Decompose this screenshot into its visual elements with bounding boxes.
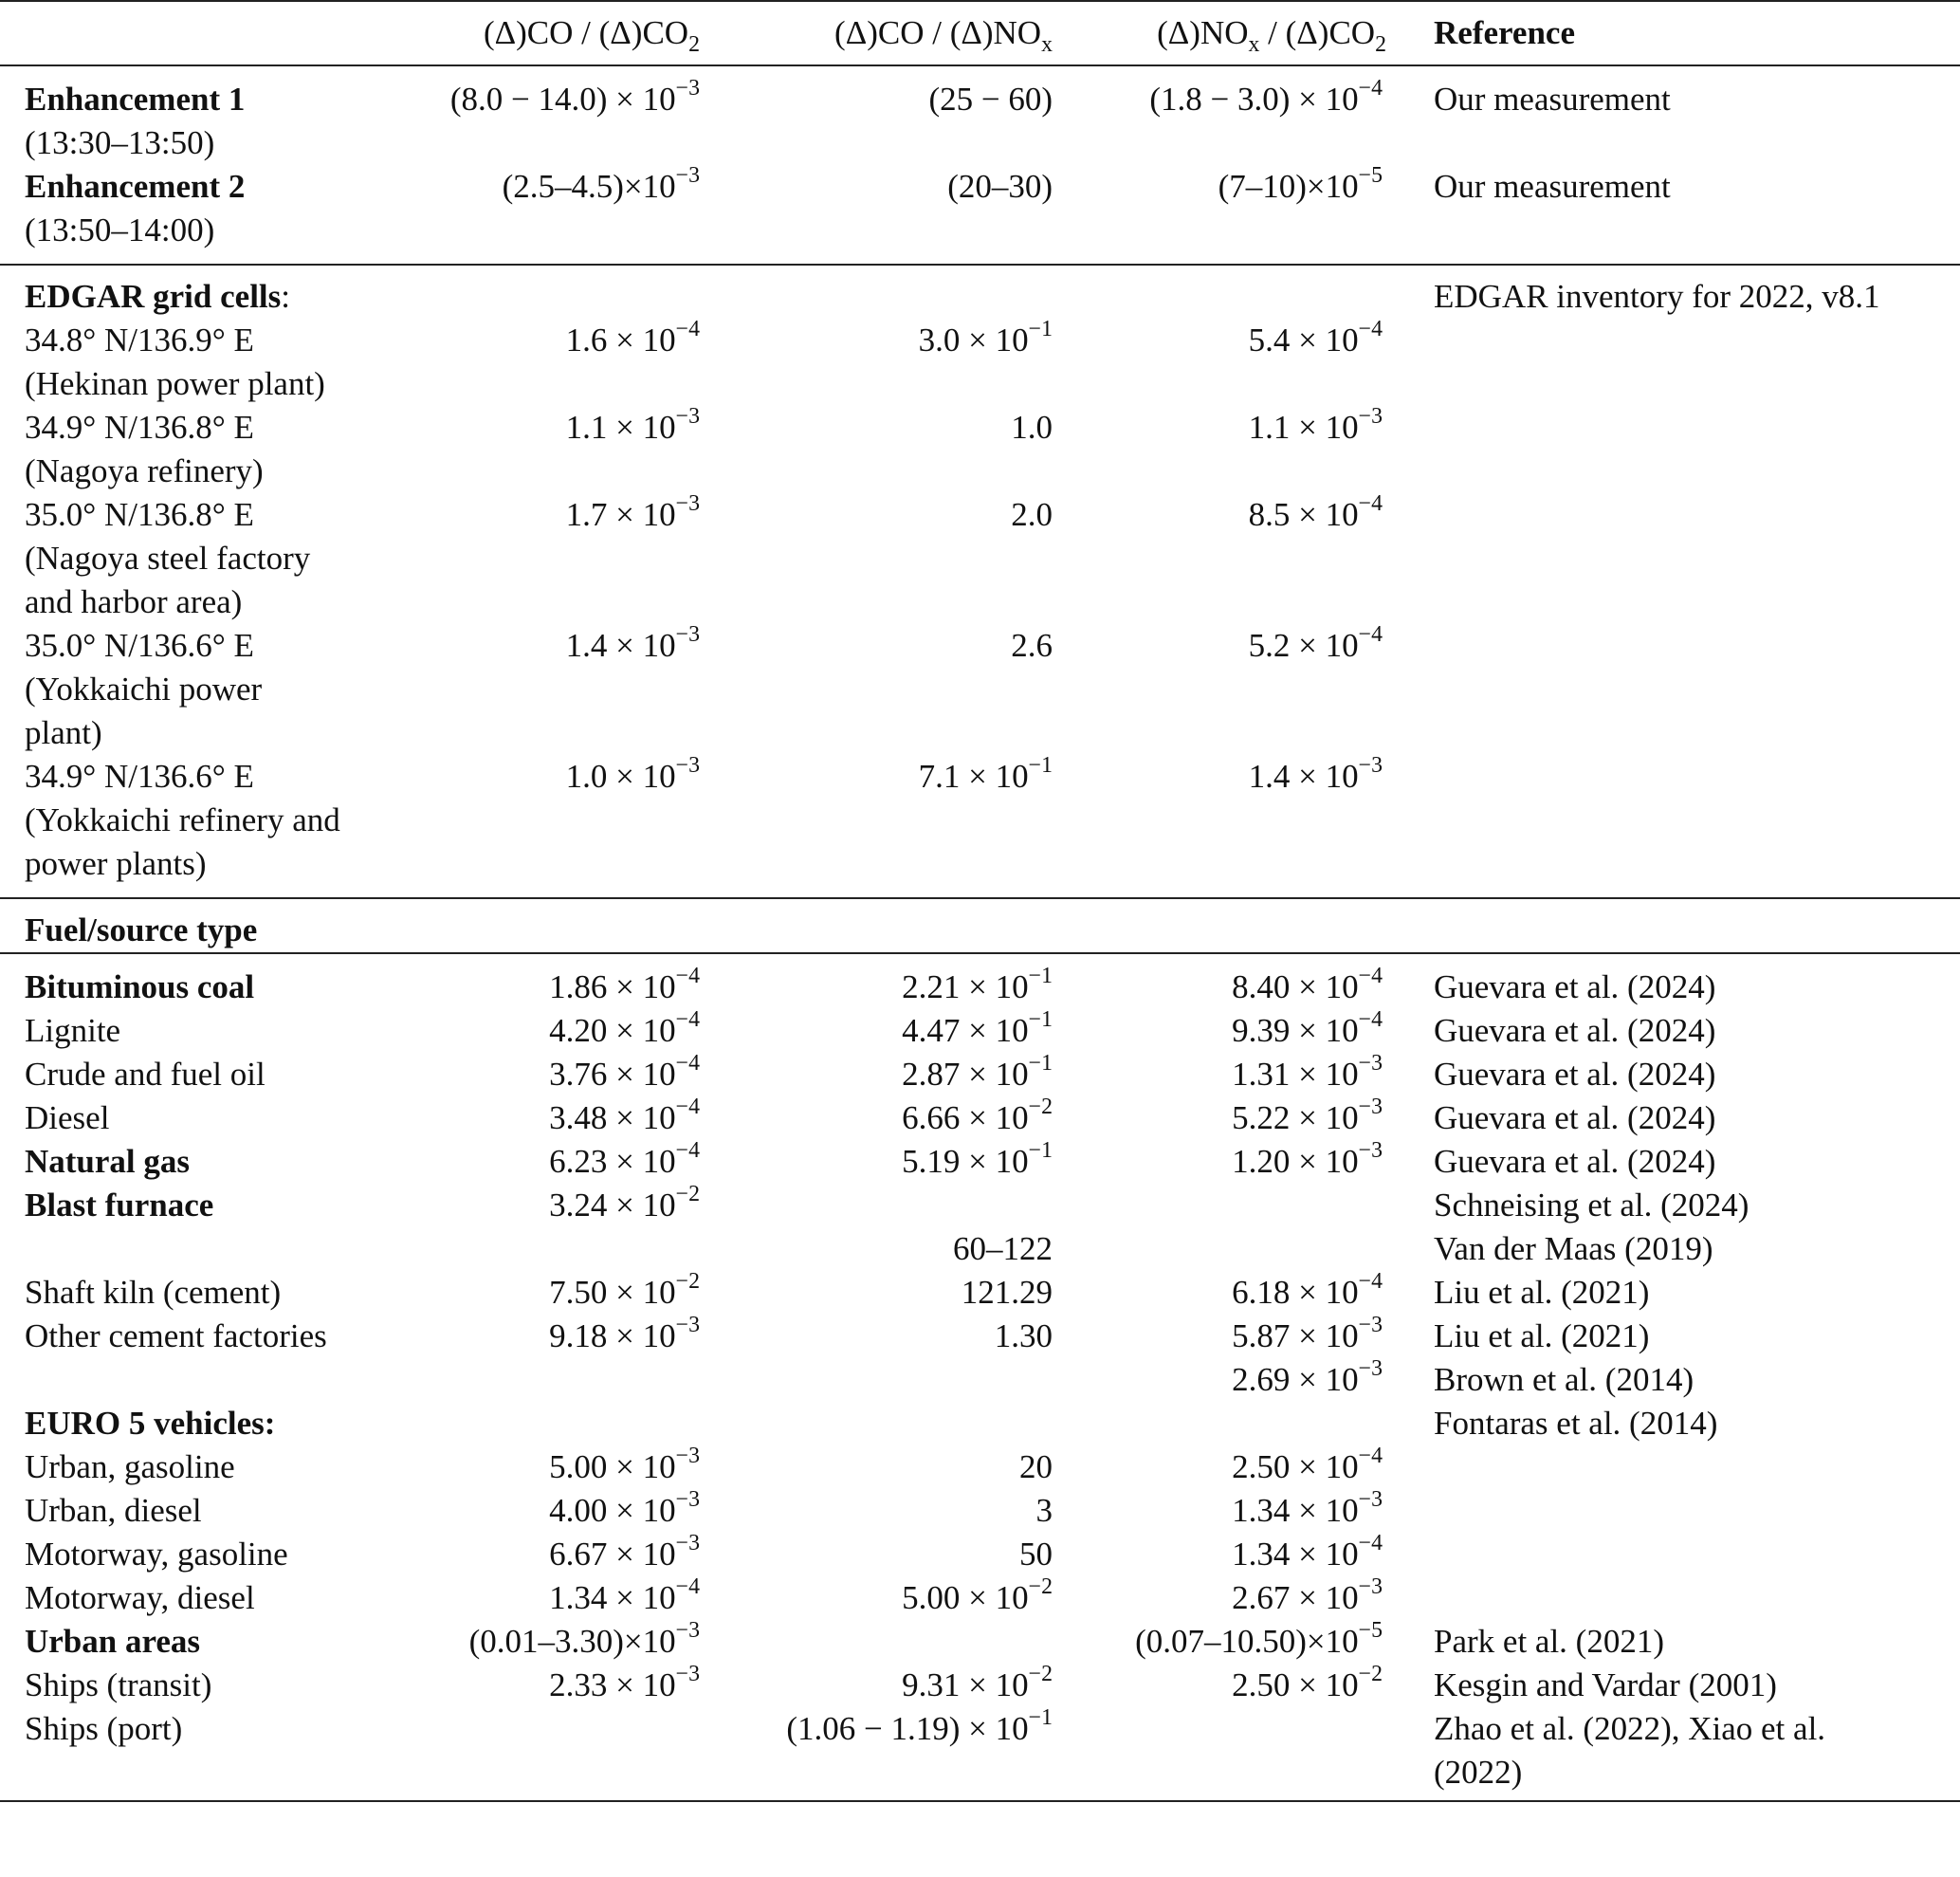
- value-nox-co2: $5.2 \times 10^{-4}$: [1248, 621, 1383, 664]
- spacer-row: [0, 65, 1960, 78]
- value-co-co2: $4.20 \times 10^{-4}$: [549, 1006, 700, 1049]
- measurement-label: Enhancement 2 (13:50–14:00): [25, 168, 246, 248]
- value-co-nox: $5.19 \times 10^{-1}$: [902, 1137, 1053, 1180]
- value-co-co2: $1.34 \times 10^{-4}$: [549, 1573, 700, 1616]
- value-co-nox: 121.29: [961, 1274, 1053, 1311]
- fuel-row: [0, 1053, 1960, 1096]
- fuel-row: [0, 1445, 1960, 1489]
- edgar-row: [0, 406, 1960, 493]
- value-co-co2: $1.7 \times 10^{-3}$: [565, 490, 700, 533]
- reference-cell: Guevara et al. (2024): [1434, 968, 1716, 1005]
- value-nox-co2: $5.87 \times 10^{-3}$: [1232, 1312, 1383, 1354]
- reference-cell: [1386, 1445, 1960, 1489]
- source-label: Diesel: [25, 1099, 110, 1136]
- value-co-nox: 1.30: [994, 1317, 1053, 1354]
- value-nox-co2: $1.20 \times 10^{-3}$: [1232, 1137, 1383, 1180]
- edgar-row: [0, 493, 1960, 624]
- source-label: [0, 1227, 398, 1271]
- value-co-nox: $2.21 \times 10^{-1}$: [902, 963, 1053, 1005]
- value-co-co2: $7.50 \times 10^{-2}$: [549, 1268, 700, 1311]
- value-co-co2: $2.33 \times 10^{-3}$: [549, 1661, 700, 1703]
- fuel-row: [0, 1140, 1960, 1184]
- edgar-reference: EDGAR inventory for 2022, v8.1: [1386, 265, 1960, 319]
- undefined: [700, 953, 1053, 966]
- value-co-nox: $4.47 \times 10^{-1}$: [902, 1006, 1053, 1049]
- value-nox-co2: $1.1 \times 10^{-3}$: [1248, 403, 1383, 446]
- fuel-title-row: [0, 898, 1960, 953]
- fuel-row: [0, 1620, 1960, 1664]
- reference-cell: [1386, 755, 1960, 886]
- value-nox-co2: $(0.07-10.50)\times 10^{-5}$: [1135, 1617, 1383, 1660]
- value-co-nox: [700, 1184, 1053, 1227]
- value-nox-co2: [1053, 1707, 1386, 1801]
- reference-cell: Liu et al. (2021): [1434, 1274, 1650, 1311]
- source-label: Urban, diesel: [25, 1492, 202, 1529]
- fuel-row: [0, 1533, 1960, 1576]
- reference-cell: Our measurement: [1434, 81, 1671, 118]
- undefined: [700, 252, 1053, 265]
- fuel-row: [0, 1271, 1960, 1315]
- source-label: Motorway, gasoline: [25, 1536, 288, 1573]
- undefined: [1386, 953, 1960, 966]
- source-label: Natural gas: [25, 1143, 191, 1180]
- undefined: [1386, 252, 1960, 265]
- undefined: [398, 898, 700, 953]
- value-nox-co2: $8.40 \times 10^{-4}$: [1232, 963, 1383, 1005]
- value-nox-co2: $8.5 \times 10^{-4}$: [1248, 490, 1383, 533]
- value-co-nox: $7.1 \times 10^{-1}$: [918, 752, 1053, 795]
- value-co-nox: $6.66 \times 10^{-2}$: [902, 1094, 1053, 1136]
- header-label: [0, 1, 398, 65]
- value-co-nox: $(1.06 - 1.19) \times 10^{-1}$: [700, 1707, 1053, 1801]
- source-label: Lignite: [25, 1012, 121, 1049]
- value-co-nox: (25 − 60): [928, 81, 1053, 118]
- fuel-row: [0, 1489, 1960, 1533]
- reference-cell: Guevara et al. (2024): [1434, 1012, 1716, 1049]
- value-co-co2: $(8.0 - 14.0) \times 10^{-3}$: [449, 75, 700, 118]
- undefined: [700, 898, 1053, 953]
- value-co-co2: $1.0 \times 10^{-3}$: [565, 752, 700, 795]
- source-label: Blast furnace: [25, 1187, 214, 1224]
- undefined: [1386, 898, 1960, 953]
- fuel-row: [0, 1664, 1960, 1707]
- value-co-nox: 2.0: [1011, 496, 1053, 533]
- undefined: [398, 265, 700, 319]
- value-nox-co2: $(1.8 - 3.0) \times 10^{-4}$: [1149, 75, 1383, 118]
- reference-cell: Guevara et al. (2024): [1434, 1099, 1716, 1136]
- value-co-nox: 1.0: [1011, 409, 1053, 446]
- value-co-co2: [398, 1227, 700, 1271]
- reference-cell: [1386, 1489, 1960, 1533]
- fuel-row: [0, 1402, 1960, 1445]
- source-label: Urban, gasoline: [25, 1448, 235, 1485]
- reference-cell: [1386, 406, 1960, 493]
- value-nox-co2: [1053, 1227, 1386, 1271]
- header-co-nox: $(\Delta)CO / (\Delta)NO_x$: [834, 14, 1053, 57]
- reference-cell: Van der Maas (2019): [1434, 1230, 1713, 1267]
- header-nox-co2: $(\Delta)NO_x / (\Delta)CO_2$: [1157, 14, 1386, 57]
- header-co-co2: $(\Delta)CO / (\Delta)CO_2$: [483, 14, 700, 57]
- edgar-row: [0, 319, 1960, 406]
- measurement-row: [0, 165, 1960, 252]
- grid-cell-label: 34.9° N/136.6° E (Yokkaichi refinery and power plants): [25, 758, 340, 882]
- reference-cell: Kesgin and Vardar (2001): [1434, 1666, 1777, 1703]
- value-nox-co2: $1.31 \times 10^{-3}$: [1232, 1050, 1383, 1093]
- value-co-co2: $6.67 \times 10^{-3}$: [549, 1530, 700, 1573]
- value-co-co2: $1.86 \times 10^{-4}$: [549, 963, 700, 1005]
- spacer-row: [0, 252, 1960, 265]
- table-body: [0, 65, 1960, 1801]
- undefined: [1053, 898, 1386, 953]
- value-co-nox: $9.31 \times 10^{-2}$: [902, 1661, 1053, 1703]
- fuel-row: [0, 1184, 1960, 1227]
- source-label: Ships (transit): [25, 1666, 212, 1703]
- undefined: [398, 953, 700, 966]
- reference-cell: Zhao et al. (2022), Xiao et al. (2022): [1386, 1707, 1960, 1801]
- reference-cell: Liu et al. (2021): [1434, 1317, 1650, 1354]
- value-nox-co2: $5.4 \times 10^{-4}$: [1248, 316, 1383, 359]
- value-nox-co2: $5.22 \times 10^{-3}$: [1232, 1094, 1383, 1136]
- value-nox-co2: [1053, 1402, 1386, 1445]
- value-co-nox: $5.00 \times 10^{-2}$: [902, 1573, 1053, 1616]
- fuel-row: [0, 1315, 1960, 1358]
- value-nox-co2: $2.69 \times 10^{-3}$: [1232, 1355, 1383, 1398]
- value-co-co2: $3.48 \times 10^{-4}$: [549, 1094, 700, 1136]
- reference-cell: Guevara et al. (2024): [1434, 1056, 1716, 1093]
- value-co-co2: [398, 1358, 700, 1402]
- value-nox-co2: $1.4 \times 10^{-3}$: [1248, 752, 1383, 795]
- edgar-row: [0, 624, 1960, 755]
- value-nox-co2: $2.50 \times 10^{-4}$: [1232, 1443, 1383, 1485]
- value-co-nox: (20–30): [947, 168, 1053, 205]
- header-reference: Reference: [1434, 14, 1575, 51]
- undefined: [700, 886, 1053, 898]
- edgar-section-title: EDGAR grid cells:: [0, 265, 398, 319]
- undefined: [0, 65, 398, 78]
- value-nox-co2: $2.50 \times 10^{-2}$: [1232, 1661, 1383, 1703]
- header-row: [0, 1, 1960, 65]
- fuel-row: [0, 1227, 1960, 1271]
- spacer-row: [0, 953, 1960, 966]
- value-co-nox: [700, 1358, 1053, 1402]
- fuel-row: [0, 1096, 1960, 1140]
- source-label: Bituminous coal: [25, 968, 255, 1005]
- source-label: Shaft kiln (cement): [25, 1274, 282, 1311]
- value-co-nox: 50: [1019, 1536, 1053, 1573]
- undefined: [1053, 953, 1386, 966]
- value-co-nox: 60–122: [953, 1230, 1053, 1267]
- undefined: [700, 65, 1053, 78]
- undefined: [0, 252, 398, 265]
- grid-cell-label: 35.0° N/136.6° E (Yokkaichi power plant): [25, 627, 263, 751]
- reference-cell: Brown et al. (2014): [1434, 1361, 1694, 1398]
- undefined: [398, 886, 700, 898]
- reference-cell: [1386, 624, 1960, 755]
- fuel-row: [0, 1009, 1960, 1053]
- value-co-nox: 3: [1035, 1492, 1053, 1529]
- reference-cell: [1386, 1576, 1960, 1620]
- grid-cell-label: 34.9° N/136.8° E (Nagoya refinery): [25, 409, 264, 489]
- source-label: Crude and fuel oil: [25, 1056, 266, 1093]
- value-nox-co2: $1.34 \times 10^{-3}$: [1232, 1486, 1383, 1529]
- undefined: [1053, 252, 1386, 265]
- undefined: [1386, 886, 1960, 898]
- value-co-nox: $3.0 \times 10^{-1}$: [918, 316, 1053, 359]
- reference-cell: [1386, 1533, 1960, 1576]
- reference-cell: Fontaras et al. (2014): [1434, 1405, 1718, 1442]
- value-nox-co2: $6.18 \times 10^{-4}$: [1232, 1268, 1383, 1311]
- undefined: [398, 252, 700, 265]
- undefined: [0, 953, 398, 966]
- reference-cell: [1386, 493, 1960, 624]
- fuel-row: [0, 1576, 1960, 1620]
- source-label: Urban areas: [25, 1623, 201, 1660]
- fuel-section-title: Fuel/source type: [0, 898, 398, 953]
- value-nox-co2: $(7-10)\times 10^{-5}$: [1218, 162, 1383, 205]
- source-label: Other cement factories: [25, 1317, 327, 1354]
- undefined: [1386, 65, 1960, 78]
- value-co-nox: 2.6: [1011, 627, 1053, 664]
- grid-cell-label: 34.8° N/136.9° E (Hekinan power plant): [25, 322, 325, 402]
- value-co-nox: [700, 1620, 1053, 1664]
- value-co-co2: [398, 1402, 700, 1445]
- value-co-co2: $9.18 \times 10^{-3}$: [549, 1312, 700, 1354]
- value-co-co2: $3.24 \times 10^{-2}$: [549, 1181, 700, 1224]
- value-nox-co2: $2.67 \times 10^{-3}$: [1232, 1573, 1383, 1616]
- measurement-label: Enhancement 1 (13:30–13:50): [25, 81, 246, 161]
- reference-cell: Park et al. (2021): [1434, 1623, 1664, 1660]
- undefined: [0, 886, 398, 898]
- value-co-co2: $1.1 \times 10^{-3}$: [565, 403, 700, 446]
- grid-cell-label: 35.0° N/136.8° E (Nagoya steel factory and harbor area): [25, 496, 311, 620]
- source-label: [0, 1358, 398, 1402]
- value-co-co2: $3.76 \times 10^{-4}$: [549, 1050, 700, 1093]
- value-co-co2: $1.4 \times 10^{-3}$: [565, 621, 700, 664]
- reference-cell: Guevara et al. (2024): [1434, 1143, 1716, 1180]
- source-label: EURO 5 vehicles:: [25, 1405, 276, 1442]
- value-nox-co2: $1.34 \times 10^{-4}$: [1232, 1530, 1383, 1573]
- edgar-title-row: [0, 265, 1960, 319]
- value-nox-co2: [1053, 1184, 1386, 1227]
- value-co-nox: $2.87 \times 10^{-1}$: [902, 1050, 1053, 1093]
- value-co-co2: $5.00 \times 10^{-3}$: [549, 1443, 700, 1485]
- value-co-co2: $(0.01-3.30)\times 10^{-3}$: [468, 1617, 700, 1660]
- fuel-row: [0, 1358, 1960, 1402]
- value-co-co2: $6.23 \times 10^{-4}$: [549, 1137, 700, 1180]
- edgar-row: [0, 755, 1960, 886]
- value-co-nox: 20: [1019, 1448, 1053, 1485]
- undefined: [1053, 65, 1386, 78]
- source-label: Motorway, diesel: [25, 1579, 255, 1616]
- reference-cell: Schneising et al. (2024): [1434, 1187, 1749, 1224]
- value-nox-co2: $9.39 \times 10^{-4}$: [1232, 1006, 1383, 1049]
- undefined: [700, 265, 1053, 319]
- measurement-row: [0, 78, 1960, 165]
- fuel-row: [0, 966, 1960, 1009]
- value-co-co2: $4.00 \times 10^{-3}$: [549, 1486, 700, 1529]
- reference-cell: [1386, 319, 1960, 406]
- undefined: [1053, 886, 1386, 898]
- reference-cell: Our measurement: [1434, 168, 1671, 205]
- spacer-row: [0, 886, 1960, 898]
- fuel-row: [0, 1707, 1960, 1801]
- value-co-co2: [398, 1707, 700, 1801]
- value-co-co2: $(2.5-4.5)\times 10^{-3}$: [502, 162, 700, 205]
- undefined: [1053, 265, 1386, 319]
- source-label: Ships (port): [0, 1707, 398, 1801]
- value-co-co2: $1.6 \times 10^{-4}$: [565, 316, 700, 359]
- value-co-nox: [700, 1402, 1053, 1445]
- undefined: [398, 65, 700, 78]
